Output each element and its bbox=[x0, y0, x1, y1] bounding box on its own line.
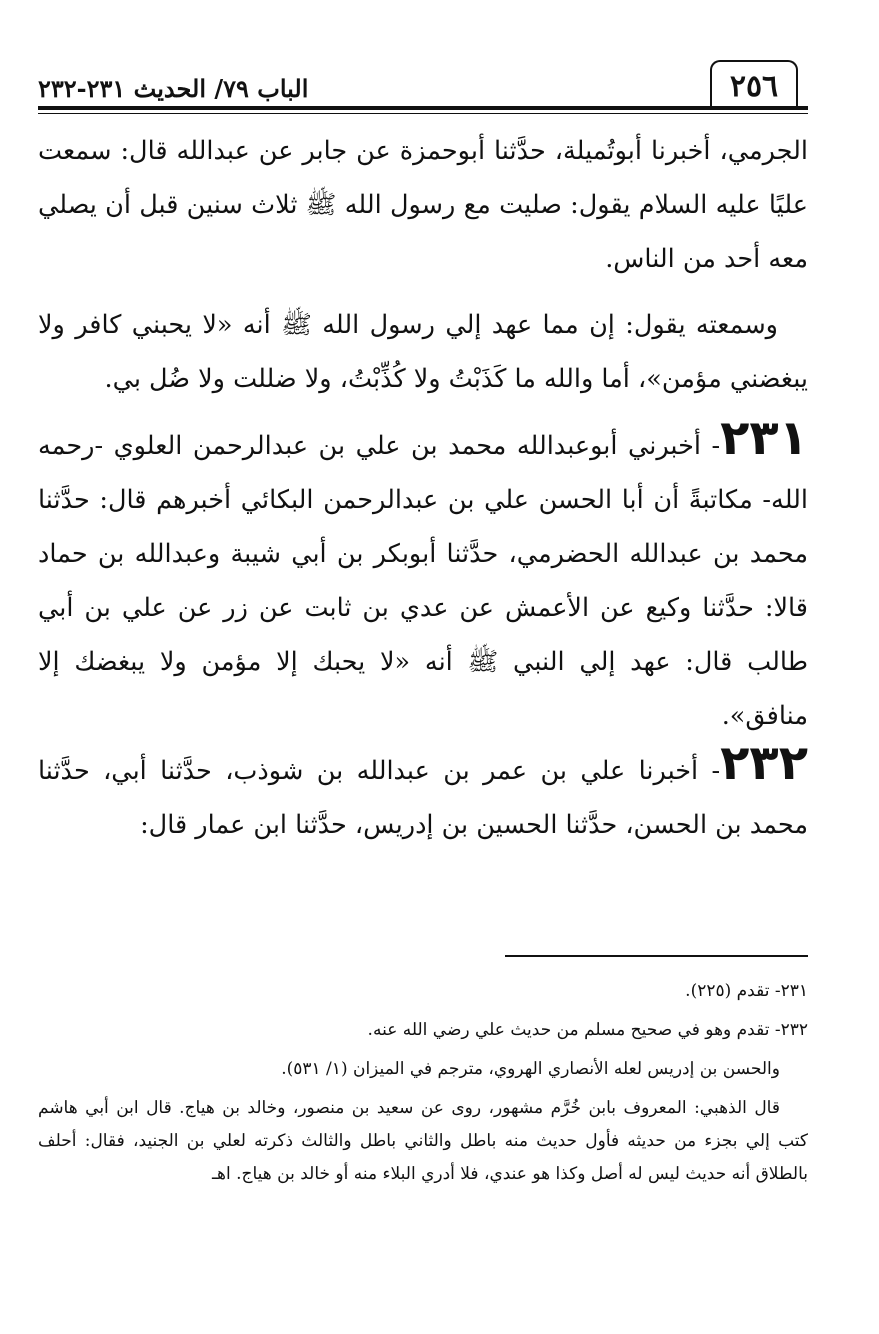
chapter-title: الباب ٧٩/ الحديث ٢٣١-٢٣٢ bbox=[38, 74, 309, 103]
header-rule-thin bbox=[38, 113, 808, 114]
footnote-232-note-1: والحسن بن إدريس لعله الأنصاري الهروي، مترجم في الميزان (١/ ٥٣١). bbox=[281, 1059, 780, 1079]
paragraph-saying: وسمعته يقول: إن مما عهد إلي رسول الله ﷺ أنه «لا يحبني كافر ولا يبغضني مؤمن»، أما والله ما كَذَبْتُ ولا كُذِّبْتُ، ولا ضللت ولا ضُل بي. bbox=[38, 310, 808, 394]
footnotes bbox=[38, 975, 808, 1197]
hadith-232 bbox=[38, 735, 808, 852]
header-rule-thick bbox=[38, 106, 808, 110]
hadith-number-231: ٢٣١ bbox=[720, 410, 808, 466]
footnote-231: ٢٣١- تقدم (٢٢٥). bbox=[685, 981, 808, 1001]
footnote-separator bbox=[505, 955, 808, 957]
main-text bbox=[38, 124, 808, 852]
footnote-232-note-2: قال الذهبي: المعروف بابن خُرَّم مشهور، روى عن سعيد بن منصور، وخالد بن هياج. قال ابن أبي هاشم كتب إلي بجزء من حديثه فأول حديث منه باطل والثاني باطل والثالث ذكرته لعلي بن الجنيد، فقال: أحلف بالطلاق أنه حديث ليس له أصل وكذا هو عندي، فلا أدري البلاء منه أو خالد بن هياج. اهـ bbox=[38, 1098, 809, 1184]
page-header bbox=[38, 60, 808, 112]
page-number: ٢٥٦ bbox=[710, 60, 798, 110]
hadith-231-text: - أخبرني أبوعبدالله محمد بن علي بن عبدالرحمن العلوي -رحمه الله- مكاتبةً أن أبا الحسن علي بن عبدالرحمن البكائي أخبرهم قال: حدَّثنا محمد بن عبدالله الحضرمي، حدَّثنا أبوبكر بن أبي شيبة وعبدالله بن حماد قالا: حدَّثنا وكيع عن الأعمش عن عدي بن ثابت عن زر عن علي بن أبي طالب قال: عهد إلي النبي ﷺ أنه «لا يحبك إلا مؤمن ولا يبغضك إلا منافق». bbox=[38, 431, 808, 731]
hadith-231 bbox=[38, 410, 808, 743]
footnote-232: ٢٣٢- تقدم وهو في صحيح مسلم من حديث علي رضي الله عنه. bbox=[367, 1020, 808, 1040]
hadith-number-232: ٢٣٢ bbox=[720, 735, 808, 791]
hadith-232-text: - أخبرنا علي بن عمر بن عبدالله بن شوذب، حدَّثنا أبي، حدَّثنا محمد بن الحسن، حدَّثنا الحسين بن إدريس، حدَّثنا ابن عمار قال: bbox=[38, 756, 808, 840]
paragraph-continuation: الجرمي، أخبرنا أبوتُميلة، حدَّثنا أبوحمزة عن جابر عن عبدالله قال: سمعت عليًا عليه السلام يقول: صليت مع رسول الله ﷺ ثلاث سنين قبل أن يصلي معه أحد من الناس. bbox=[38, 136, 808, 274]
